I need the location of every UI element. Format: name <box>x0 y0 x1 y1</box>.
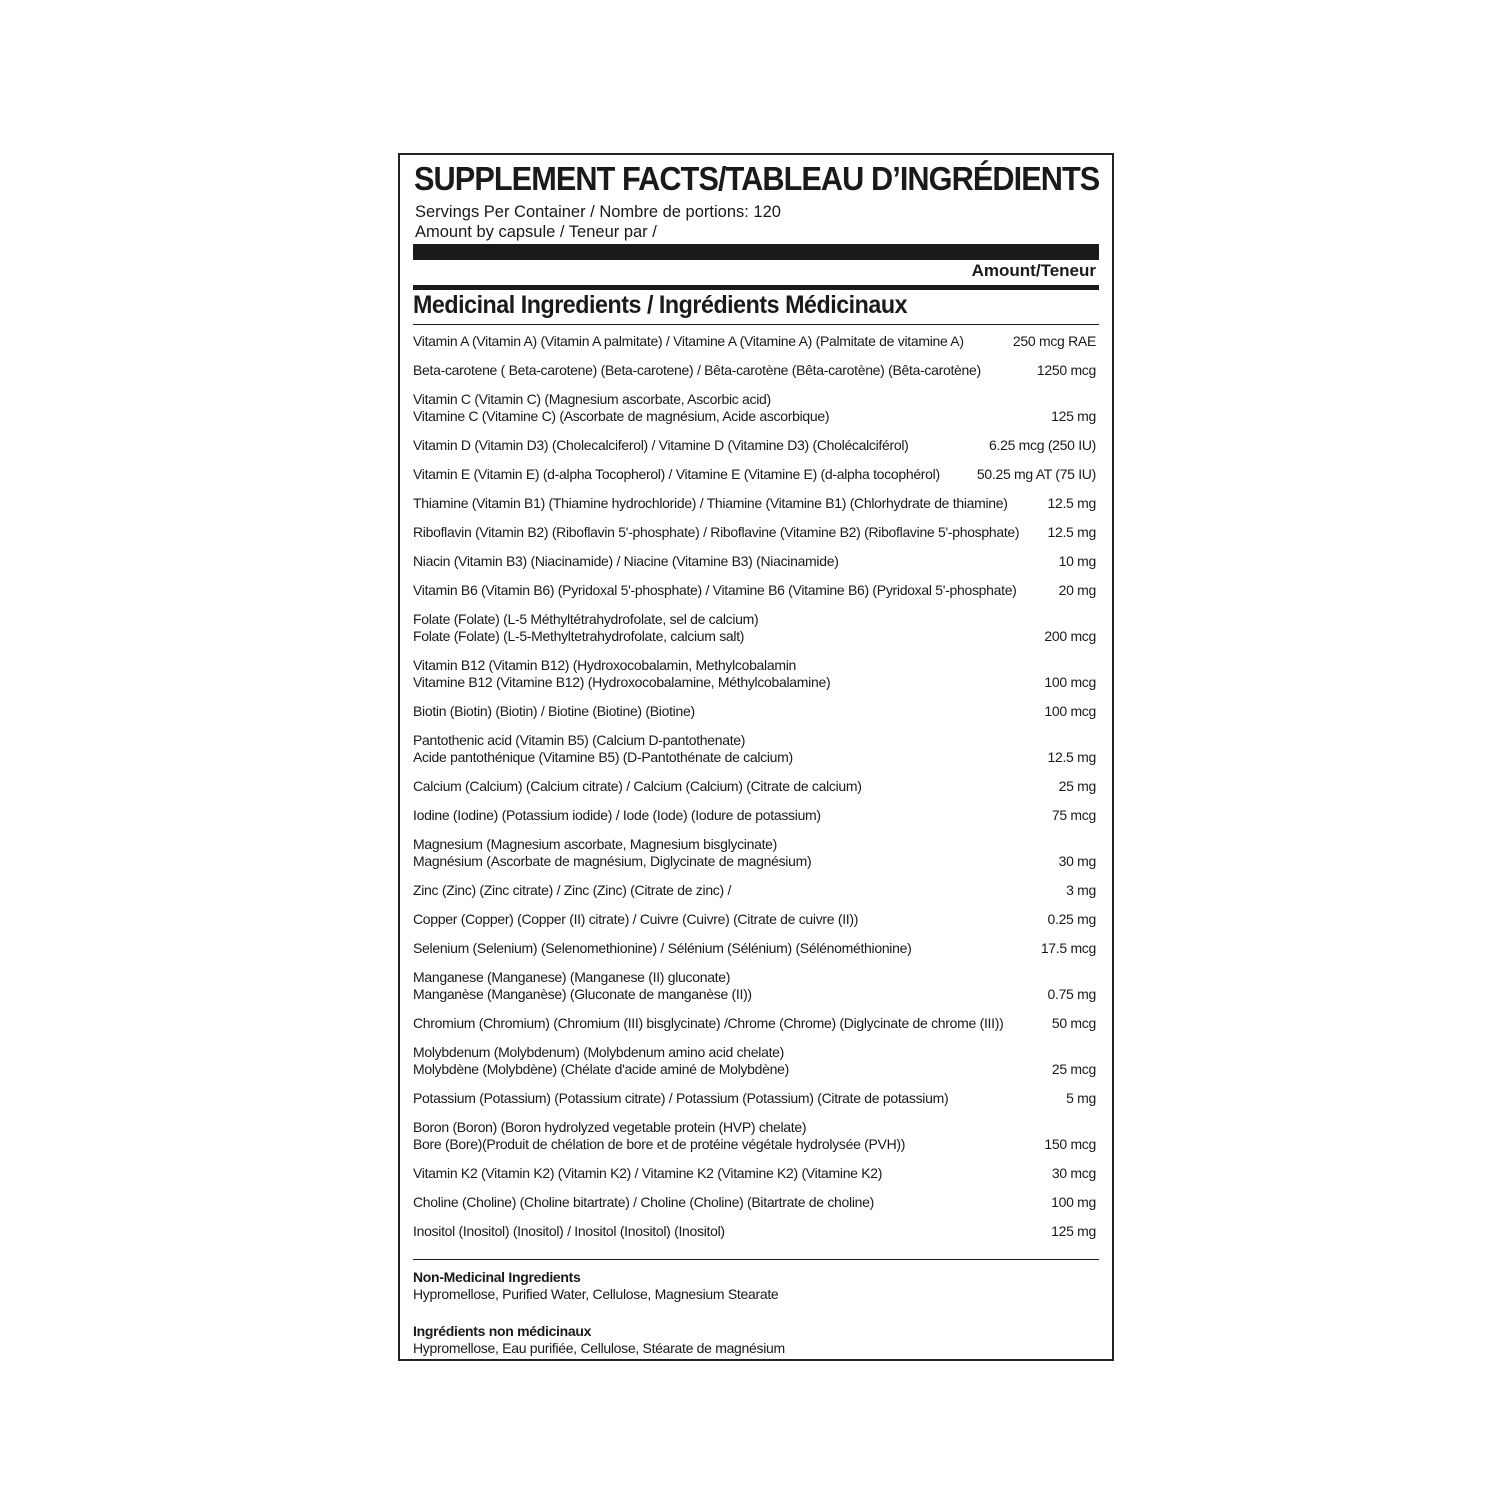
ingredient-name: Manganese (Manganese) (Manganese (II) gluconate) <box>413 969 731 985</box>
ingredient-amount: 5 mg <box>1066 1090 1096 1106</box>
ingredient-name: Thiamine (Vitamin B1) (Thiamine hydrochloride) / Thiamine (Vitamine B1) (Chlorhydrate de thiamine) <box>413 495 1008 511</box>
ingredient-row <box>413 327 1096 356</box>
ingredient-name: Vitamin C (Vitamin C) (Magnesium ascorbate, Ascorbic acid) <box>413 391 771 407</box>
ingredient-amount: 50 mcg <box>1051 1015 1096 1031</box>
ingredient-amount: 150 mcg <box>1044 1136 1096 1152</box>
ingredient-name: Vitamin B12 (Vitamin B12) (Hydroxocobalamin, Methylcobalamin <box>413 657 796 673</box>
ingredient-amount: 0.75 mg <box>1047 986 1096 1002</box>
ingredient-row <box>413 489 1096 518</box>
ingredient-amount: 1250 mcg <box>1036 362 1096 378</box>
ingredient-amount: 100 mcg <box>1044 674 1096 690</box>
ingredient-amount: 25 mcg <box>1051 1061 1096 1077</box>
ingredient-name: Boron (Boron) (Boron hydrolyzed vegetable protein (HVP) chelate) <box>413 1119 807 1135</box>
servings-per-container: Servings Per Container / Nombre de portions: 120 <box>415 203 781 221</box>
panel-title: SUPPLEMENT FACTS/TABLEAU D’INGRÉDIENTS <box>414 160 1100 197</box>
non-medicinal-fr <box>413 1323 785 1357</box>
ingredient-name: Folate (Folate) (L-5 Méthyltétrahydrofolate, sel de calcium) <box>413 611 759 627</box>
amount-by-capsule: Amount by capsule / Teneur par / <box>415 223 657 241</box>
non-medicinal-fr-text: Hypromellose, Eau purifiée, Cellulose, Stéarate de magnésium <box>413 1340 785 1356</box>
ingredient-name: Selenium (Selenium) (Selenomethionine) / Sélénium (Sélénium) (Sélénométhionine) <box>413 940 912 956</box>
ingredient-row <box>413 772 1096 801</box>
ingredient-row <box>413 1159 1096 1188</box>
ingredient-row <box>413 547 1096 576</box>
ingredient-row <box>413 518 1096 547</box>
ingredient-name: Biotin (Biotin) (Biotin) / Biotine (Biotine) (Biotine) <box>413 703 695 719</box>
ingredient-amount: 12.5 mg <box>1047 524 1096 540</box>
ingredient-amount: 20 mg <box>1058 582 1096 598</box>
ingredient-row <box>413 801 1096 830</box>
ingredient-amount: 10 mg <box>1058 553 1096 569</box>
ingredient-name-fr: Folate (Folate) (L-5-Methyltetrahydrofolate, calcium salt) <box>413 628 745 644</box>
ingredient-row <box>413 576 1096 605</box>
ingredient-row <box>413 697 1096 726</box>
non-medicinal-en-heading: Non-Medicinal Ingredients <box>413 1269 581 1285</box>
non-medicinal-fr-heading: Ingrédients non médicinaux <box>413 1323 592 1339</box>
ingredient-row <box>413 1113 1096 1159</box>
ingredient-amount: 30 mcg <box>1051 1165 1096 1181</box>
ingredient-row <box>413 934 1096 963</box>
ingredient-name: Molybdenum (Molybdenum) (Molybdenum amino acid chelate) <box>413 1044 785 1060</box>
non-medicinal-en <box>413 1269 778 1303</box>
bottom-rule <box>413 1259 1099 1260</box>
ingredient-amount: 50.25 mg AT (75 IU) <box>976 466 1096 482</box>
ingredient-name-fr: Vitamine C (Vitamine C) (Ascorbate de magnésium, Acide ascorbique) <box>413 408 830 424</box>
ingredient-name: Iodine (Iodine) (Potassium iodide) / Iode (Iode) (Iodure de potassium) <box>413 807 821 823</box>
ingredient-amount: 25 mg <box>1058 778 1096 794</box>
ingredient-name: Copper (Copper) (Copper (II) citrate) / Cuivre (Cuivre) (Citrate de cuivre (II)) <box>413 911 859 927</box>
ingredient-row <box>413 1009 1096 1038</box>
ingredient-amount: 30 mg <box>1058 853 1096 869</box>
ingredient-name-fr: Acide pantothénique (Vitamine B5) (D-Pantothénate de calcium) <box>413 749 793 765</box>
ingredient-amount: 12.5 mg <box>1047 749 1096 765</box>
ingredient-amount: 75 mcg <box>1051 807 1096 823</box>
ingredient-amount: 200 mcg <box>1044 628 1096 644</box>
section-rule <box>413 324 1099 325</box>
ingredient-name: Choline (Choline) (Choline bitartrate) / Choline (Choline) (Bitartrate de choline) <box>413 1194 874 1210</box>
ingredient-list <box>413 327 1096 1246</box>
ingredient-name: Riboflavin (Vitamin B2) (Riboflavin 5'-phosphate) / Riboflavine (Vitamine B2) (Riboflavine 5'-phosphate) <box>413 524 1020 540</box>
ingredient-name: Beta-carotene ( Beta-carotene) (Beta-carotene) / Bêta-carotène (Bêta-carotène) (Bêta-carotène) <box>413 362 981 378</box>
ingredient-row <box>413 385 1096 431</box>
ingredient-name: Inositol (Inositol) (Inositol) / Inositol (Inositol) (Inositol) <box>413 1223 725 1239</box>
ingredient-amount: 125 mg <box>1051 1223 1096 1239</box>
ingredient-row <box>413 1038 1096 1084</box>
ingredient-amount: 6.25 mcg (250 IU) <box>989 437 1096 453</box>
ingredient-name: Pantothenic acid (Vitamin B5) (Calcium D-pantothenate) <box>413 732 746 748</box>
ingredient-row <box>413 1217 1096 1246</box>
ingredient-name: Magnesium (Magnesium ascorbate, Magnesium bisglycinate) <box>413 836 778 852</box>
ingredient-row <box>413 905 1096 934</box>
ingredient-row <box>413 726 1096 772</box>
ingredient-row <box>413 830 1096 876</box>
ingredient-amount: 0.25 mg <box>1047 911 1096 927</box>
non-medicinal-en-text: Hypromellose, Purified Water, Cellulose, Magnesium Stearate <box>413 1286 779 1302</box>
ingredient-name: Zinc (Zinc) (Zinc citrate) / Zinc (Zinc) (Citrate de zinc) / <box>413 882 732 898</box>
thick-divider <box>413 244 1099 260</box>
supplement-facts-panel <box>398 153 1114 1361</box>
ingredient-name-fr: Vitamine B12 (Vitamine B12) (Hydroxocobalamine, Méthylcobalamine) <box>413 674 831 690</box>
ingredient-name: Vitamin K2 (Vitamin K2) (Vitamin K2) / Vitamine K2 (Vitamine K2) (Vitamine K2) <box>413 1165 883 1181</box>
ingredient-name: Niacin (Vitamin B3) (Niacinamide) / Niacine (Vitamine B3) (Niacinamide) <box>413 553 839 569</box>
ingredient-name: Calcium (Calcium) (Calcium citrate) / Calcium (Calcium) (Citrate de calcium) <box>413 778 862 794</box>
ingredient-name: Vitamin B6 (Vitamin B6) (Pyridoxal 5'-phosphate) / Vitamine B6 (Vitamine B6) (Pyridoxal 5'-phosphate) <box>413 582 1017 598</box>
ingredient-row <box>413 356 1096 385</box>
medicinal-section-title: Medicinal Ingredients / Ingrédients Médicinaux <box>413 291 908 319</box>
ingredient-row <box>413 1188 1096 1217</box>
ingredient-name: Potassium (Potassium) (Potassium citrate) / Potassium (Potassium) (Citrate de potassium) <box>413 1090 949 1106</box>
ingredient-amount: 250 mcg RAE <box>1012 333 1096 349</box>
ingredient-amount: 125 mg <box>1051 408 1096 424</box>
ingredient-amount: 100 mg <box>1051 1194 1096 1210</box>
ingredient-name: Vitamin D (Vitamin D3) (Cholecalciferol) / Vitamine D (Vitamine D3) (Cholécalciférol) <box>413 437 909 453</box>
ingredient-row <box>413 605 1096 651</box>
ingredient-row <box>413 651 1096 697</box>
ingredient-row <box>413 431 1096 460</box>
ingredient-name: Chromium (Chromium) (Chromium (III) bisglycinate) /Chrome (Chrome) (Diglycinate de chrome (III)) <box>413 1015 1004 1031</box>
ingredient-amount: 17.5 mcg <box>1040 940 1096 956</box>
header-divider <box>413 285 1099 290</box>
ingredient-name-fr: Manganèse (Manganèse) (Gluconate de manganèse (II)) <box>413 986 752 1002</box>
ingredient-name: Vitamin E (Vitamin E) (d-alpha Tocopherol) / Vitamine E (Vitamine E) (d-alpha tocophérol) <box>413 466 940 482</box>
ingredient-row <box>413 876 1096 905</box>
ingredient-name-fr: Bore (Bore)(Produit de chélation de bore et de protéine végétale hydrolysée (PVH)) <box>413 1136 906 1152</box>
amount-column-header: Amount/Teneur <box>971 261 1096 280</box>
ingredient-name: Vitamin A (Vitamin A) (Vitamin A palmitate) / Vitamine A (Vitamine A) (Palmitate de vitamine A) <box>413 333 964 349</box>
ingredient-amount: 3 mg <box>1066 882 1096 898</box>
ingredient-amount: 12.5 mg <box>1047 495 1096 511</box>
ingredient-row <box>413 1084 1096 1113</box>
ingredient-name-fr: Molybdène (Molybdène) (Chélate d'acide aminé de Molybdène) <box>413 1061 789 1077</box>
ingredient-amount: 100 mcg <box>1044 703 1096 719</box>
ingredient-name-fr: Magnésium (Ascorbate de magnésium, Diglycinate de magnésium) <box>413 853 812 869</box>
ingredient-row <box>413 460 1096 489</box>
ingredient-row <box>413 963 1096 1009</box>
